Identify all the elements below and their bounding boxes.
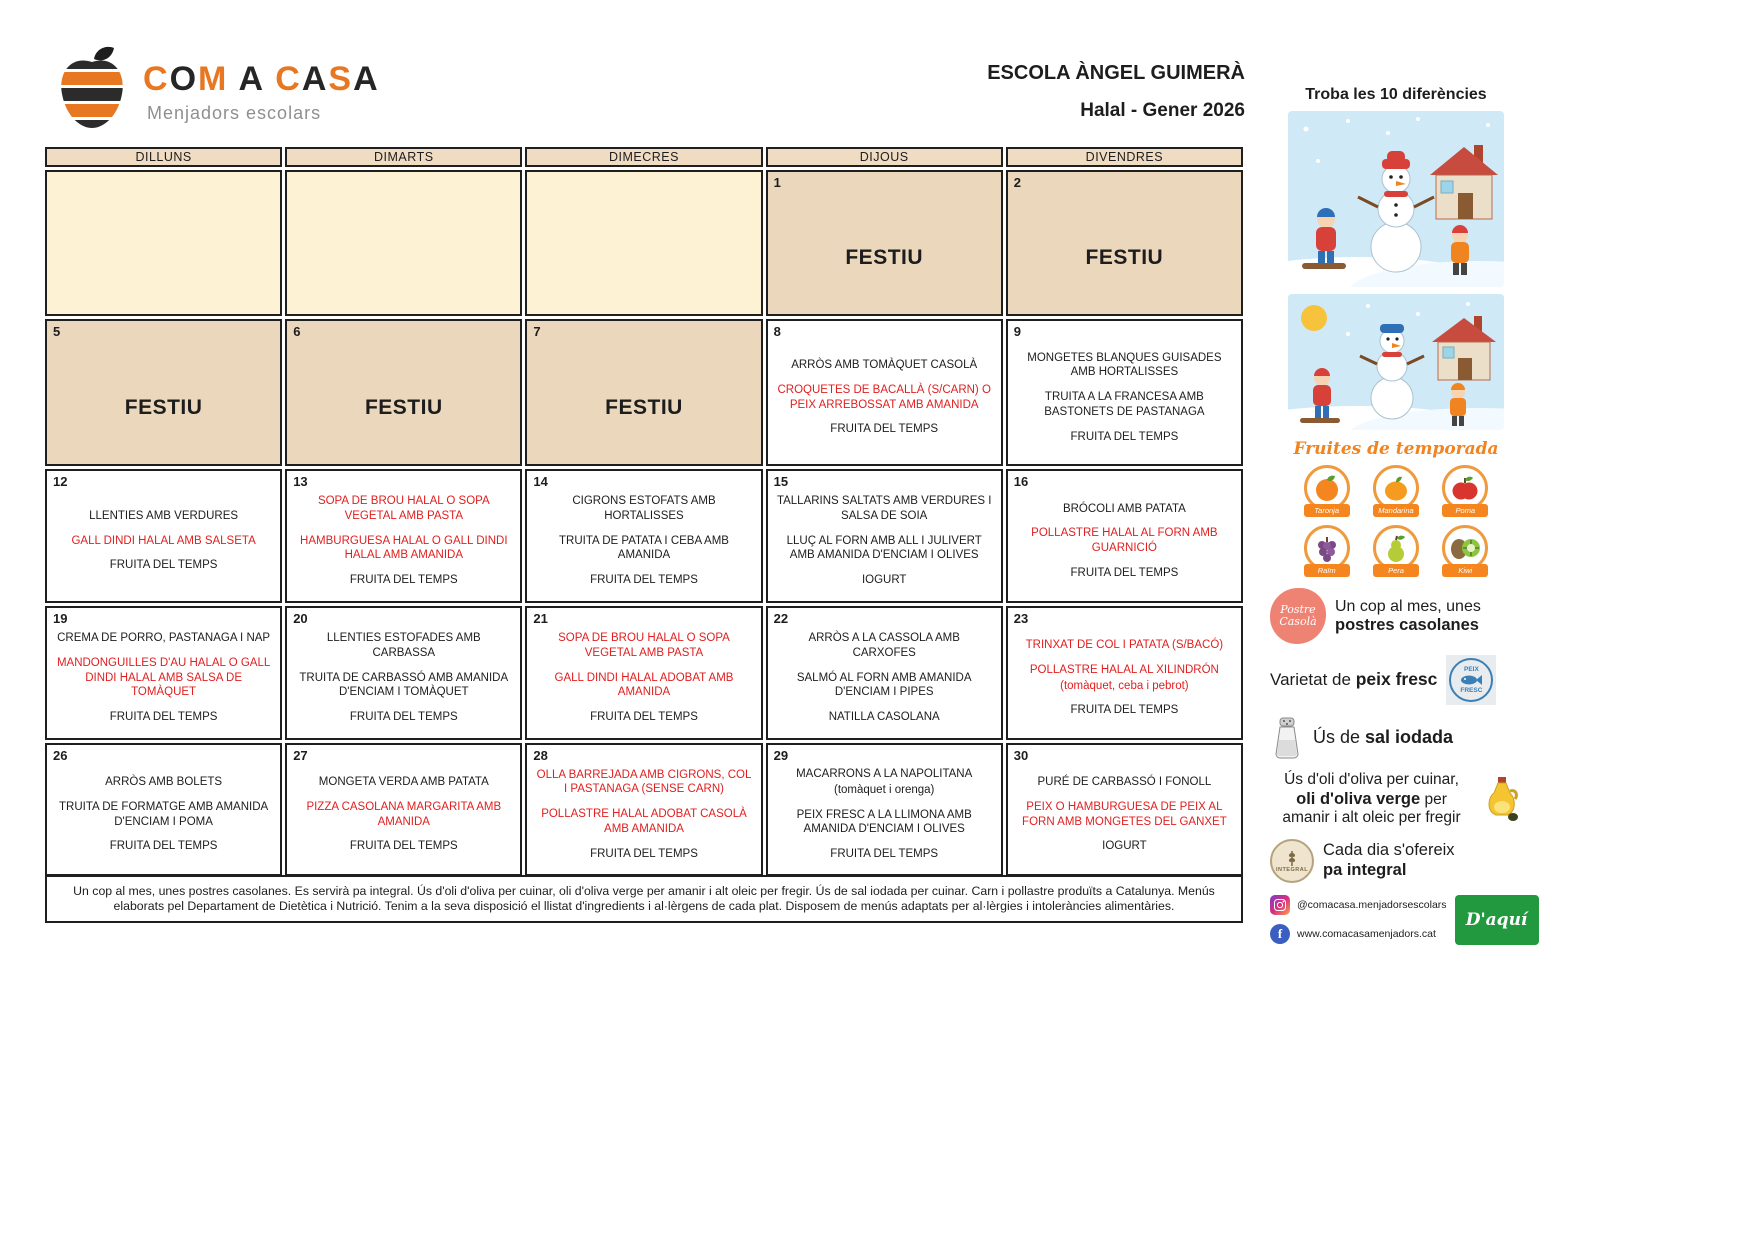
info-line: Ús d'oli d'oliva per cuinar, — [1284, 771, 1459, 788]
menu-item: TRUITA DE CARBASSÓ AMB AMANIDA D'ENCIAM I TOMÀQUET — [299, 671, 509, 699]
menu-cell — [285, 743, 522, 876]
info-line: Varietat de — [1270, 670, 1356, 690]
fruit-label: Taronja — [1304, 504, 1350, 517]
menu-item: SOPA DE BROU HALAL O SOPA VEGETAL AMB PASTA — [317, 495, 490, 522]
holiday-cell — [525, 319, 762, 466]
find-differences-image-2 — [1288, 294, 1504, 430]
menu-item: MONGETES BLANQUES GUISADES AMB HORTALISSES — [1027, 351, 1222, 379]
info-line: amanir i alt oleic per fregir — [1282, 809, 1461, 827]
menu-item: CIGRONS ESTOFATS AMB HORTALISSES — [572, 495, 716, 522]
menu-item: MONGETA VERDA AMB PATATA — [318, 776, 489, 789]
day-number: 14 — [533, 474, 548, 489]
menu-item: FRUITA DEL TEMPS — [109, 840, 218, 853]
menu-item: MANDONGUILLES D'AU HALAL O GALL DINDI HALAL AMB SALSA DE TOMÀQUET — [56, 656, 271, 699]
menu-cell — [285, 606, 522, 740]
fruit-item-pera — [1367, 525, 1424, 577]
empty-cell — [45, 170, 282, 316]
day-header: DILLUNS — [45, 147, 282, 167]
day-header: DIVENDRES — [1006, 147, 1243, 167]
info-olive-oil — [1270, 771, 1522, 828]
menu-item: ARRÒS A LA CASSOLA AMB CARXOFES — [808, 632, 960, 659]
day-number: 30 — [1013, 748, 1029, 763]
day-number: 2 — [1013, 175, 1022, 190]
menu-lines — [287, 471, 520, 601]
menu-item: FRUITA DEL TEMPS — [1070, 430, 1179, 443]
menu-lines — [1008, 608, 1241, 738]
menu-lines — [1008, 321, 1241, 464]
menu-item: ARRÒS AMB TOMÀQUET CASOLÀ — [791, 359, 978, 372]
menu-lines — [768, 608, 1001, 738]
info-line-bold: peix fresc — [1355, 669, 1438, 690]
fish-icon — [1459, 674, 1483, 686]
holiday-cell — [285, 319, 522, 466]
badge-text: Postre — [1280, 602, 1316, 616]
info-line-bold: pa integral — [1323, 860, 1407, 879]
menu-month-title: Halal - Gener 2026 — [1080, 100, 1245, 121]
day-number: 19 — [53, 611, 68, 626]
grapes-icon — [1312, 533, 1342, 563]
menu-lines — [768, 745, 1001, 874]
menu-item: OLLA BARREJADA AMB CIGRONS, COL I PASTANAGA (SENSE CARN) — [536, 768, 752, 796]
menu-cell — [766, 469, 1003, 603]
menu-cell — [1006, 319, 1243, 466]
info-text — [1270, 771, 1473, 828]
menu-item: FRUITA DEL TEMPS — [830, 423, 939, 436]
day-number: 7 — [533, 324, 541, 339]
menu-item: CREMA DE PORRO, PASTANAGA I NAP — [57, 632, 271, 645]
fruit-label: Raïm — [1304, 564, 1350, 577]
holiday-label: FESTIU — [1085, 246, 1164, 269]
info-homemade-desserts — [1270, 588, 1522, 644]
menu-item: PIZZA CASOLANA MARGARITA AMB AMANIDA — [306, 800, 502, 828]
menu-lines — [287, 745, 520, 874]
menu-cell — [1006, 743, 1243, 876]
apple-logo-icon — [55, 46, 129, 130]
menu-item: FRUITA DEL TEMPS — [1070, 704, 1179, 717]
menu-lines — [47, 608, 280, 738]
info-line: per — [1420, 790, 1447, 808]
holiday-cell — [45, 319, 282, 466]
menu-item: FRUITA DEL TEMPS — [1070, 566, 1179, 579]
info-line-bold: oli d'oliva verge — [1296, 789, 1421, 808]
info-wholegrain-bread — [1270, 839, 1522, 883]
holiday-label: FESTIU — [364, 395, 443, 419]
fruit-item-mandarina — [1367, 465, 1424, 517]
menu-cell — [1006, 469, 1243, 603]
badge-text: Casolà — [1279, 615, 1317, 628]
info-text — [1323, 841, 1455, 881]
menu-cell — [45, 606, 282, 740]
menu-item: FRUITA DEL TEMPS — [349, 840, 458, 853]
website-url: www.comacasamenjadors.cat — [1297, 927, 1436, 940]
find-differences-title: Troba les 10 diferències — [1305, 86, 1487, 103]
menu-item: FRUITA DEL TEMPS — [590, 574, 698, 587]
menu-item: TRINXAT DE COL I PATATA (S/BACÓ) — [1025, 639, 1224, 652]
fruit-item-kiwi — [1437, 525, 1494, 577]
holiday-label: FESTIU — [845, 246, 924, 269]
menu-item: (tomàquet i orenga) — [834, 783, 935, 796]
menu-item: FRUITA DEL TEMPS — [830, 848, 939, 861]
day-number: 28 — [533, 748, 548, 763]
salt-shaker-icon — [1270, 716, 1304, 760]
olive-oil-bottle-icon — [1482, 775, 1522, 823]
fruit-item-taronja — [1298, 465, 1355, 517]
brand-subtitle: Menjadors escolars — [147, 103, 322, 123]
fruit-item-raim — [1298, 525, 1355, 577]
find-differences-image-1 — [1288, 111, 1504, 287]
pear-icon — [1381, 533, 1411, 563]
menu-lines — [527, 471, 760, 601]
fruit-label: Kiwi — [1442, 564, 1488, 577]
fruit-item-poma — [1437, 465, 1494, 517]
menu-item: TRUITA DE PATATA I CEBA AMB AMANIDA — [559, 534, 729, 562]
day-number: 16 — [1013, 474, 1029, 489]
day-number: 1 — [773, 175, 781, 190]
brand-logo — [55, 46, 380, 130]
day-number: 20 — [293, 611, 308, 626]
orange-icon — [1312, 473, 1342, 503]
menu-item: GALL DINDI HALAL AMB SALSETA — [71, 534, 256, 547]
holiday-label: FESTIU — [605, 395, 683, 419]
fruit-label: Pera — [1373, 564, 1419, 577]
menu-item: PEIX O HAMBURGUESA DE PEIX AL FORN AMB MONGETES DEL GANXET — [1022, 800, 1227, 828]
day-number: 27 — [293, 748, 308, 763]
menu-lines — [768, 471, 1001, 601]
day-number: 26 — [53, 748, 68, 763]
instagram-handle: @comacasa.menjadorsescolars — [1297, 898, 1447, 911]
menu-cell — [525, 469, 762, 603]
menu-cell — [285, 469, 522, 603]
day-number: 12 — [53, 474, 68, 489]
sidebar — [1270, 86, 1528, 945]
seasonal-fruits-title: Fruites de temporada — [1293, 439, 1499, 459]
day-number: 15 — [773, 474, 789, 489]
menu-item: BRÓCOLI AMB PATATA — [1062, 502, 1186, 515]
badge-text: INTEGRAL — [1275, 866, 1309, 873]
menu-item: SOPA DE BROU HALAL O SOPA VEGETAL AMB PASTA — [558, 632, 730, 659]
menu-item: IOGURT — [1102, 840, 1147, 853]
kiwi-icon — [1449, 534, 1481, 562]
menu-lines — [527, 608, 760, 738]
info-line: Un cop al mes, unes — [1335, 597, 1481, 615]
instagram-icon — [1270, 895, 1290, 915]
menu-lines — [47, 471, 280, 601]
info-line-bold: postres casolanes — [1335, 615, 1479, 634]
empty-cell — [285, 170, 522, 316]
fruit-label: Mandarina — [1373, 504, 1419, 517]
menu-cell — [766, 606, 1003, 740]
menu-lines — [527, 745, 760, 874]
menu-item: MACARRONS A LA NAPOLITANA — [796, 768, 973, 781]
social-links — [1270, 895, 1528, 945]
info-line-bold: sal iodada — [1365, 727, 1454, 748]
menu-item: POLLASTRE HALAL AL FORN AMB GUARNICIÓ — [1031, 527, 1218, 554]
mandarin-icon — [1381, 473, 1411, 503]
menu-lines — [287, 608, 520, 738]
menu-item: FRUITA DEL TEMPS — [590, 847, 698, 860]
info-line: Cada dia s'ofereix — [1323, 841, 1455, 860]
holiday-cell — [1006, 170, 1243, 316]
menu-cell — [45, 743, 282, 876]
es-daqui-logo: D'aquí — [1455, 895, 1539, 945]
menu-item: LLENTIES ESTOFADES AMB CARBASSA — [326, 632, 481, 659]
day-number: 5 — [53, 324, 61, 339]
menu-item: CROQUETES DE BACALLÀ (S/CARN) O PEIX ARREBOSSAT AMB AMANIDA — [777, 383, 991, 411]
day-number: 22 — [773, 611, 789, 626]
menu-item: POLLASTRE HALAL AL XILINDRÓN — [1029, 663, 1219, 676]
wholegrain-badge — [1270, 839, 1314, 883]
menu-item: FRUITA DEL TEMPS — [590, 711, 698, 724]
day-number: 23 — [1013, 611, 1029, 626]
day-header: DIMARTS — [285, 147, 522, 167]
brand-title: COM A CASA — [143, 60, 380, 98]
badge-text: PEIX — [1464, 666, 1479, 673]
holiday-cell — [766, 170, 1003, 316]
menu-item: LLUÇ AL FORN AMB ALL I JULIVERT AMB AMANIDA D'ENCIAM I OLIVES — [786, 534, 982, 562]
menu-cell — [45, 469, 282, 603]
day-header: DIMECRES — [525, 147, 762, 167]
holiday-label: FESTIU — [124, 395, 203, 419]
school-title: ESCOLA ÀNGEL GUIMERÀ — [987, 62, 1245, 84]
menu-item: TRUITA DE FORMATGE AMB AMANIDA D'ENCIAM I POMA — [59, 800, 269, 828]
menu-item: HAMBURGUESA HALAL O GALL DINDI HALAL AMB AMANIDA — [300, 534, 508, 562]
menu-lines — [47, 745, 280, 874]
menu-item: FRUITA DEL TEMPS — [349, 574, 458, 587]
menu-cell — [766, 743, 1003, 876]
empty-cell — [525, 170, 762, 316]
facebook-icon: f — [1270, 924, 1290, 944]
menu-lines — [1008, 745, 1241, 874]
fruit-label: Poma — [1442, 504, 1488, 517]
day-number: 6 — [293, 324, 301, 339]
info-iodized-salt — [1270, 716, 1522, 760]
menu-item: NATILLA CASOLANA — [828, 711, 940, 724]
day-number: 13 — [293, 474, 308, 489]
menu-item: SALMÓ AL FORN AMB AMANIDA D'ENCIAM I PIPES — [796, 671, 972, 699]
footer-note: Un cop al mes, unes postres casolanes. Es servirà pa integral. Ús d'oli d'oliva per cuinar, oli d'oliva verge per amanir i alt oleic per fregir. Ús de sal iodada per cuinar. Carn i pollastre produïts a Catalunya. Menús elaborats pel Departament de Dietètica i Nutrició. Tenim a la seva disposició el llistat d'ingredients i al·lèrgens de cada plat. Disposem de menús adaptats per al·lèrgies i intoleràncies alimentàries. — [45, 875, 1243, 923]
menu-lines — [768, 321, 1001, 464]
menu-cell — [1006, 606, 1243, 740]
day-number: 9 — [1013, 324, 1022, 339]
menu-item: IOGURT — [861, 574, 907, 587]
day-header: DIJOUS — [766, 147, 1003, 167]
day-number: 8 — [773, 324, 781, 339]
menu-calendar — [45, 147, 1243, 876]
menu-cell — [766, 319, 1003, 466]
homemade-dessert-badge — [1270, 588, 1326, 644]
menu-lines — [1008, 471, 1241, 601]
day-number: 29 — [773, 748, 789, 763]
website-row — [1270, 924, 1447, 944]
menu-item: FRUITA DEL TEMPS — [109, 559, 218, 572]
instagram-row — [1270, 895, 1447, 915]
menu-item: FRUITA DEL TEMPS — [109, 711, 218, 724]
menu-item: ARRÒS AMB BOLETS — [105, 776, 223, 789]
menu-item: GALL DINDI HALAL ADOBAT AMB AMANIDA — [554, 671, 734, 699]
day-number: 21 — [533, 611, 548, 626]
menu-item: PEIX FRESC A LA LLIMONA AMB AMANIDA D'ENCIAM I OLIVES — [796, 808, 972, 836]
menu-cell — [525, 606, 762, 740]
info-line: Ús de — [1313, 727, 1366, 748]
menu-item: LLENTIES AMB VERDURES — [89, 509, 239, 522]
menu-cell — [525, 743, 762, 876]
badge-text: FRESC — [1460, 687, 1483, 694]
menu-item: PURÉ DE CARBASSÓ I FONOLL — [1037, 776, 1212, 789]
info-text — [1335, 597, 1481, 636]
info-text — [1313, 727, 1453, 749]
menu-item: (tomàquet, ceba i pebrot) — [1060, 679, 1189, 692]
seasonal-fruits-grid — [1298, 465, 1494, 577]
info-fresh-fish — [1270, 655, 1522, 705]
apple-fruit-icon — [1450, 473, 1480, 503]
info-text — [1270, 669, 1437, 690]
wheat-icon — [1284, 849, 1300, 867]
menu-item: TALLARINS SALTATS AMB VERDURES I SALSA DE SOIA — [776, 495, 992, 522]
fresh-fish-badge — [1446, 655, 1496, 705]
menu-item: FRUITA DEL TEMPS — [349, 711, 458, 724]
menu-item: TRUITA A LA FRANCESA AMB BASTONETS DE PASTANAGA — [1044, 391, 1205, 418]
menu-item: POLLASTRE HALAL ADOBAT CASOLÀ AMB AMANIDA — [541, 808, 747, 835]
